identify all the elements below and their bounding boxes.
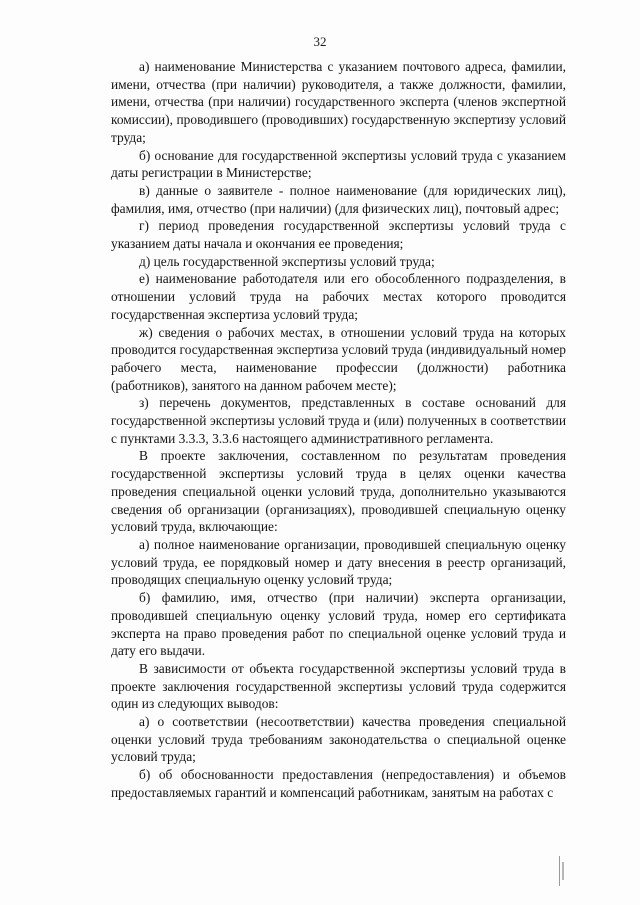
document-body xyxy=(111,58,566,802)
scan-margin-mark xyxy=(559,856,568,886)
paragraph-item-g-period: г) период проведения государственной экспертизы условий труда с указанием даты начала и окончания ее проведения; xyxy=(111,218,566,252)
paragraph-item-z-documents: з) перечень документов, представленных в составе оснований для государственной экспертизы условий труда и (или) полученных в соответствии с пунктами 3.3.3, 3.3.6 настоящего административного регламента. xyxy=(111,395,566,446)
paragraph-conclusion-a: а) о соответствии (несоответствии) качества проведения специальной оценки условий труда требованиям законодательства о специальной оценке условий труда; xyxy=(111,714,566,765)
paragraph-item-b-basis: б) основание для государственной экспертизы условий труда с указанием даты регистрации в Министерстве; xyxy=(111,147,566,181)
paragraph-item-zh-workplaces: ж) сведения о рабочих местах, в отношении условий труда на которых проводится государственная экспертиза условий труда (индивидуальный номер рабочего места, наименование профессии (должности) работника (работников), занятого на данном рабочем месте); xyxy=(111,324,566,393)
paragraph-assessment-org-info: В проекте заключения, составленном по результатам проведения государственной экспертизы условий труда в целях оценки качества проведения специальной оценки условий труда, дополнительно указываются сведения об организации (организациях), проводившей специальную оценку условий труда, включающие: xyxy=(111,448,566,535)
paragraph-org-item-b-expert: б) фамилию, имя, отчество (при наличии) эксперта организации, проводившей специальную оценку условий труда, номер его сертификата эксперта на право проведения работ по специальной оценке условий труда и дату его выдачи. xyxy=(111,590,566,659)
paragraph-conclusions-intro: В зависимости от объекта государственной экспертизы условий труда в проекте заключения государственной экспертизы условий труда содержится один из следующих выводов: xyxy=(111,660,566,712)
page-number: 32 xyxy=(313,34,327,49)
paragraph-org-item-a-name: а) полное наименование организации, проводившей специальную оценку условий труда, ее порядковый номер и дату внесения в реестр организаций, проводящих специальную оценку условий труда; xyxy=(111,536,566,588)
paragraph-item-v-applicant: в) данные о заявителе - полное наименование (для юридических лиц), фамилия, имя, отчество (при наличии) (для физических лиц), почтовый адрес; xyxy=(111,182,566,216)
paragraph-item-a-ministry: а) наименование Министерства с указанием почтового адреса, фамилии, имени, отчества (при наличии) руководителя, а также должности, фамилии, имени, отчества (при наличии) государственного эксперта (членов экспертной комиссии), проводившего (проводивших) государственную экспертизу условий труда; xyxy=(111,59,566,145)
paragraph-conclusion-b: б) об обоснованности предоставления (непредоставления) и объемов предоставляемых гарантий и компенсаций работникам, занятым на работах с xyxy=(111,767,566,800)
paragraph-item-d-purpose: д) цель государственной экспертизы условий труда; xyxy=(139,253,435,269)
paragraph-item-e-employer: е) наименование работодателя или его обособленного подразделения, в отношении условий труда на рабочих местах которого проводится государственная экспертиза условий труда; xyxy=(111,271,566,322)
